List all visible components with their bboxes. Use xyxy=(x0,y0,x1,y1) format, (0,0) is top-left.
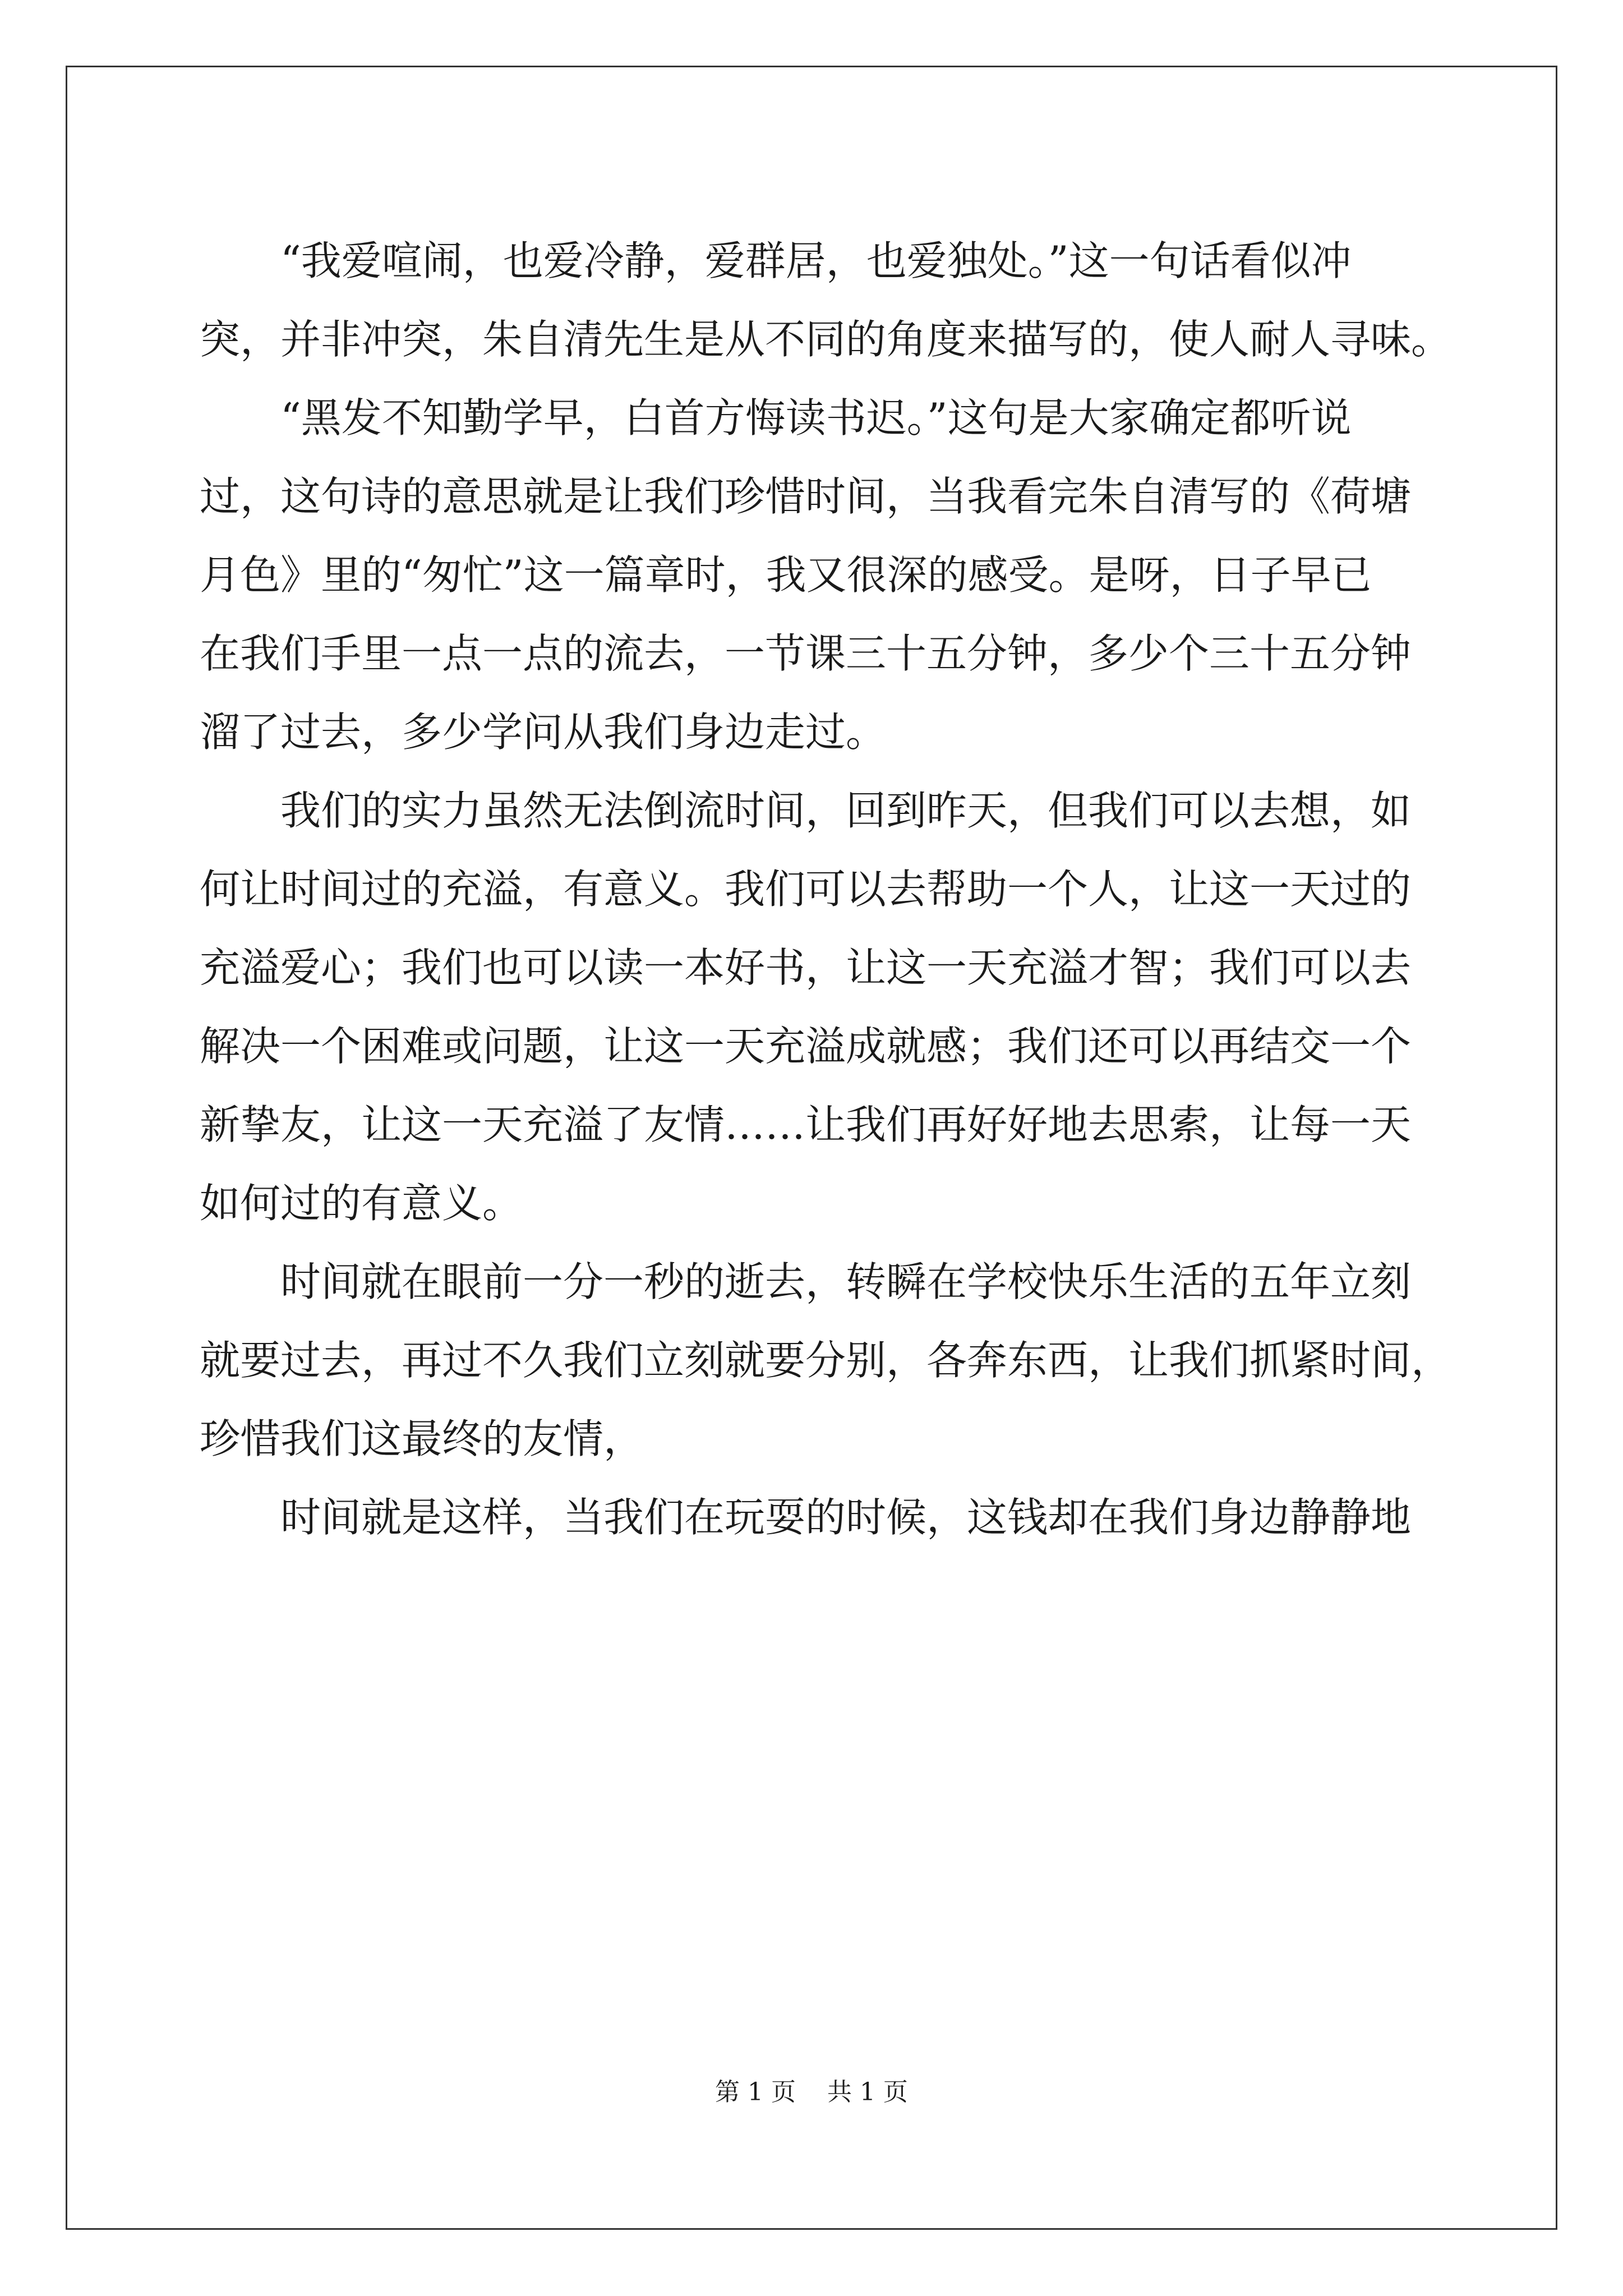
text-line: 过，这句诗的意思就是让我们珍惜时间，当我看完朱自清写的《荷塘 xyxy=(200,473,1412,520)
text-line: 溜了过去，多少学问从我们身边走过。 xyxy=(200,708,887,756)
paragraph xyxy=(200,222,1452,379)
text-line: 时间就是这样，当我们在玩耍的时候，这钱却在我们身边静静地 xyxy=(280,1494,1412,1541)
text-line: “黑发不知勤学早，白首方悔读书迟。”这句是大家确定都听说 xyxy=(280,394,1352,441)
document-body xyxy=(200,222,1452,1557)
text-line: 我们的实力虽然无法倒流时间，回到昨天，但我们可以去想，如 xyxy=(280,787,1412,834)
page-number-footer: 第 1 页 共 1 页 xyxy=(715,2078,908,2106)
text-line: 就要过去，再过不久我们立刻就要分别，各奔东西，让我们抓紧时间， xyxy=(200,1337,1452,1384)
text-line: 如何过的有意义。 xyxy=(200,1180,523,1227)
paragraph xyxy=(200,1478,1433,1557)
paragraph xyxy=(200,771,1433,1243)
text-line: “我爱喧闹，也爱冷静，爱群居，也爱独处。”这一句话看似冲 xyxy=(280,237,1352,284)
paragraph xyxy=(200,1243,1452,1478)
paragraph xyxy=(200,379,1433,771)
text-line: 突，并非冲突，朱自清先生是从不同的角度来描写的，使人耐人寻味。 xyxy=(200,316,1452,363)
text-line: 在我们手里一点一点的流去，一节课三十五分钟，多少个三十五分钟 xyxy=(200,630,1412,677)
text-line: 充溢爱心；我们也可以读一本好书，让这一天充溢才智；我们可以去 xyxy=(200,944,1412,991)
text-line: 何让时间过的充溢，有意义。我们可以去帮助一个人，让这一天过的 xyxy=(200,866,1412,913)
text-line: 珍惜我们这最终的友情， xyxy=(200,1415,644,1462)
text-line: 月色》里的“匆忙”这一篇章时，我又很深的感受。是呀，日子早已 xyxy=(200,551,1372,599)
text-line: 时间就在眼前一分一秒的逝去，转瞬在学校快乐生活的五年立刻 xyxy=(280,1258,1412,1305)
text-line: 解决一个困难或问题，让这一天充溢成就感；我们还可以再结交一个 xyxy=(200,1023,1412,1070)
text-line: 新挚友，让这一天充溢了友情……让我们再好好地去思索，让每一天 xyxy=(200,1101,1412,1148)
